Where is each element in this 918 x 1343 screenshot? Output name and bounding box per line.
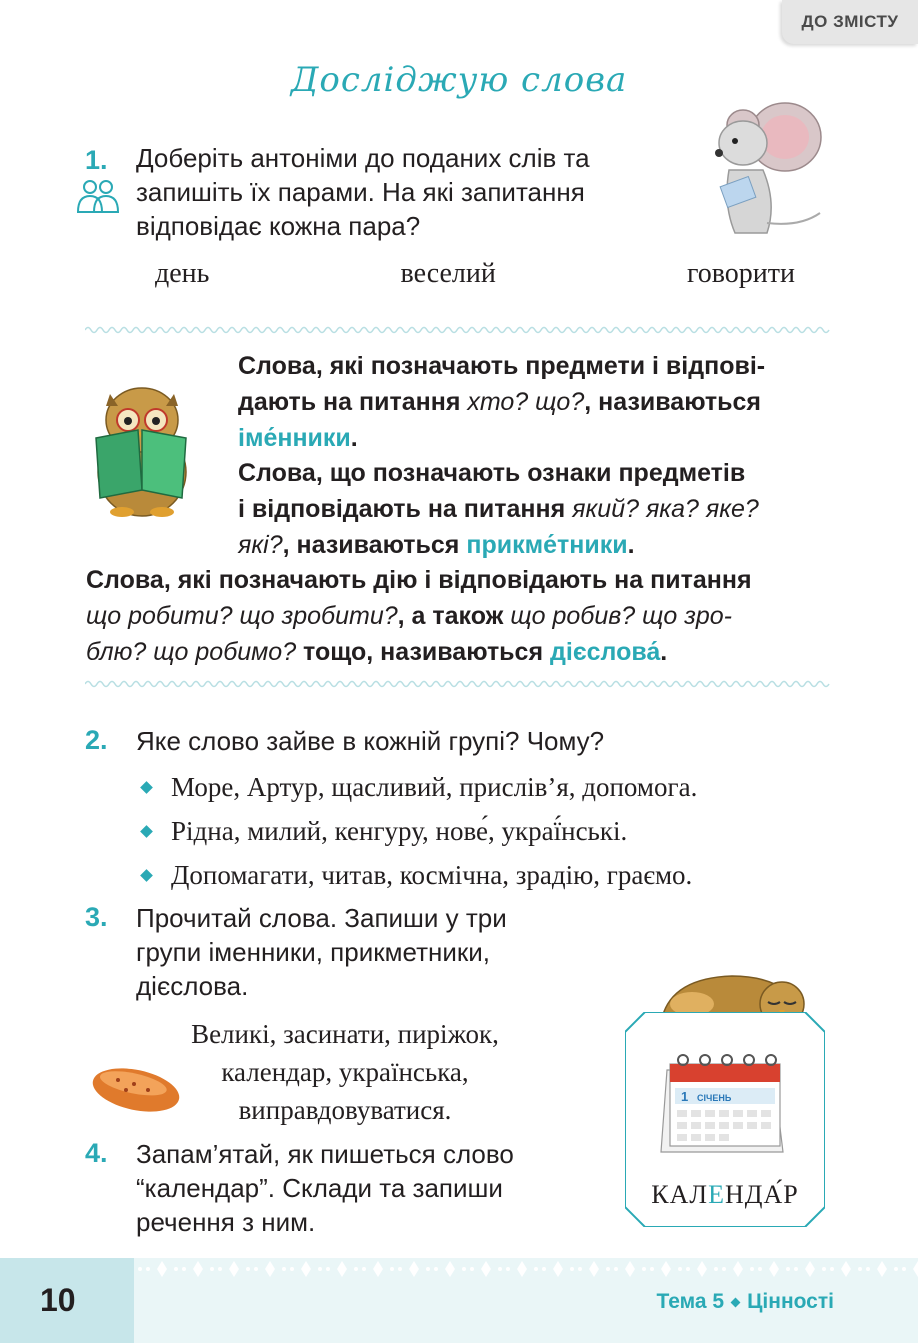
divider [85, 325, 833, 335]
rule-adjectives: Слова, що позначають ознаки предметів і відповідають на питання який? яка? яке? які?, називаються прикме́тники. [238, 459, 759, 559]
list-item: Рідна, милий, кенгуру, нове́, украї́нські. [138, 809, 697, 853]
bullet-icon [140, 825, 153, 838]
mouse-illustration [705, 95, 825, 240]
task-3-text: Прочитай слова. Запиши у три групи іменники, прикметники, дієслова. [136, 903, 507, 1001]
bullet-icon [140, 781, 153, 794]
term-verbs: дієслова́ [550, 638, 661, 666]
list-item: Допомагати, читав, космічна, зрадію, граємо. [138, 853, 697, 897]
bullet-icon [140, 869, 153, 882]
task-4-text: Запам’ятай, як пишеться слово “календар”. Склади та запиши речення з ним. [136, 1139, 514, 1237]
word: день [155, 258, 210, 289]
footer-theme [656, 1290, 834, 1314]
calendar-month: СІЧЕНЬ [697, 1093, 732, 1103]
task-1-words [155, 258, 795, 290]
list-item: Море, Артур, щасливий, прислів’я, допомога. [138, 765, 697, 809]
task-2-number: 2. [85, 725, 108, 755]
owl-reading-illustration [86, 380, 196, 520]
task-3-words: Великі, засинати, пиріжок, календар, українська, виправдовуватися. [191, 1019, 499, 1125]
term-adjectives: прикме́тники [466, 531, 628, 559]
rule-nouns: Слова, які позначають предмети і відпові- дають на питання хто? що?, називаються іме́нники. [238, 352, 766, 452]
footer-ornament [0, 1258, 918, 1280]
task-1-number: 1. [85, 145, 108, 175]
calendar-day: 1 [681, 1089, 689, 1104]
pair-work-icon [74, 178, 122, 216]
task-2-groups [138, 765, 697, 897]
divider [85, 679, 833, 689]
task-2-text: Яке слово зайве в кожній групі? Чому? [136, 726, 605, 756]
calendar-word-vowel: Е [708, 1180, 725, 1209]
calendar-icon [661, 1055, 783, 1152]
separator-icon [731, 1297, 741, 1307]
task-1-text: Доберіть антоніми до поданих слів та запишіть їх парами. На які запитання відповідає кожна пара? [136, 143, 590, 241]
rule-verbs: Слова, які позначають дію і відповідають на питання що робити? що зробити?, а також що робив? що зро- блю? що робимо? тощо, називаються дієслова́. [86, 566, 752, 666]
page-number: 10 [40, 1282, 76, 1318]
page-title: Досліджую слова [290, 60, 628, 100]
word: веселий [400, 258, 496, 289]
task-4-number: 4. [85, 1138, 108, 1168]
term-nouns: іме́нники [238, 424, 351, 452]
task-3-number: 3. [85, 902, 108, 932]
theme-label: Тема 5 [656, 1290, 725, 1313]
pirizhok-illustration [88, 1060, 184, 1120]
calendar-word: КАЛЕНДА́Р [651, 1180, 799, 1209]
toc-link[interactable]: ДО ЗМІСТУ [782, 0, 918, 44]
word: говорити [686, 258, 795, 289]
theme-name: Цінності [747, 1290, 834, 1313]
